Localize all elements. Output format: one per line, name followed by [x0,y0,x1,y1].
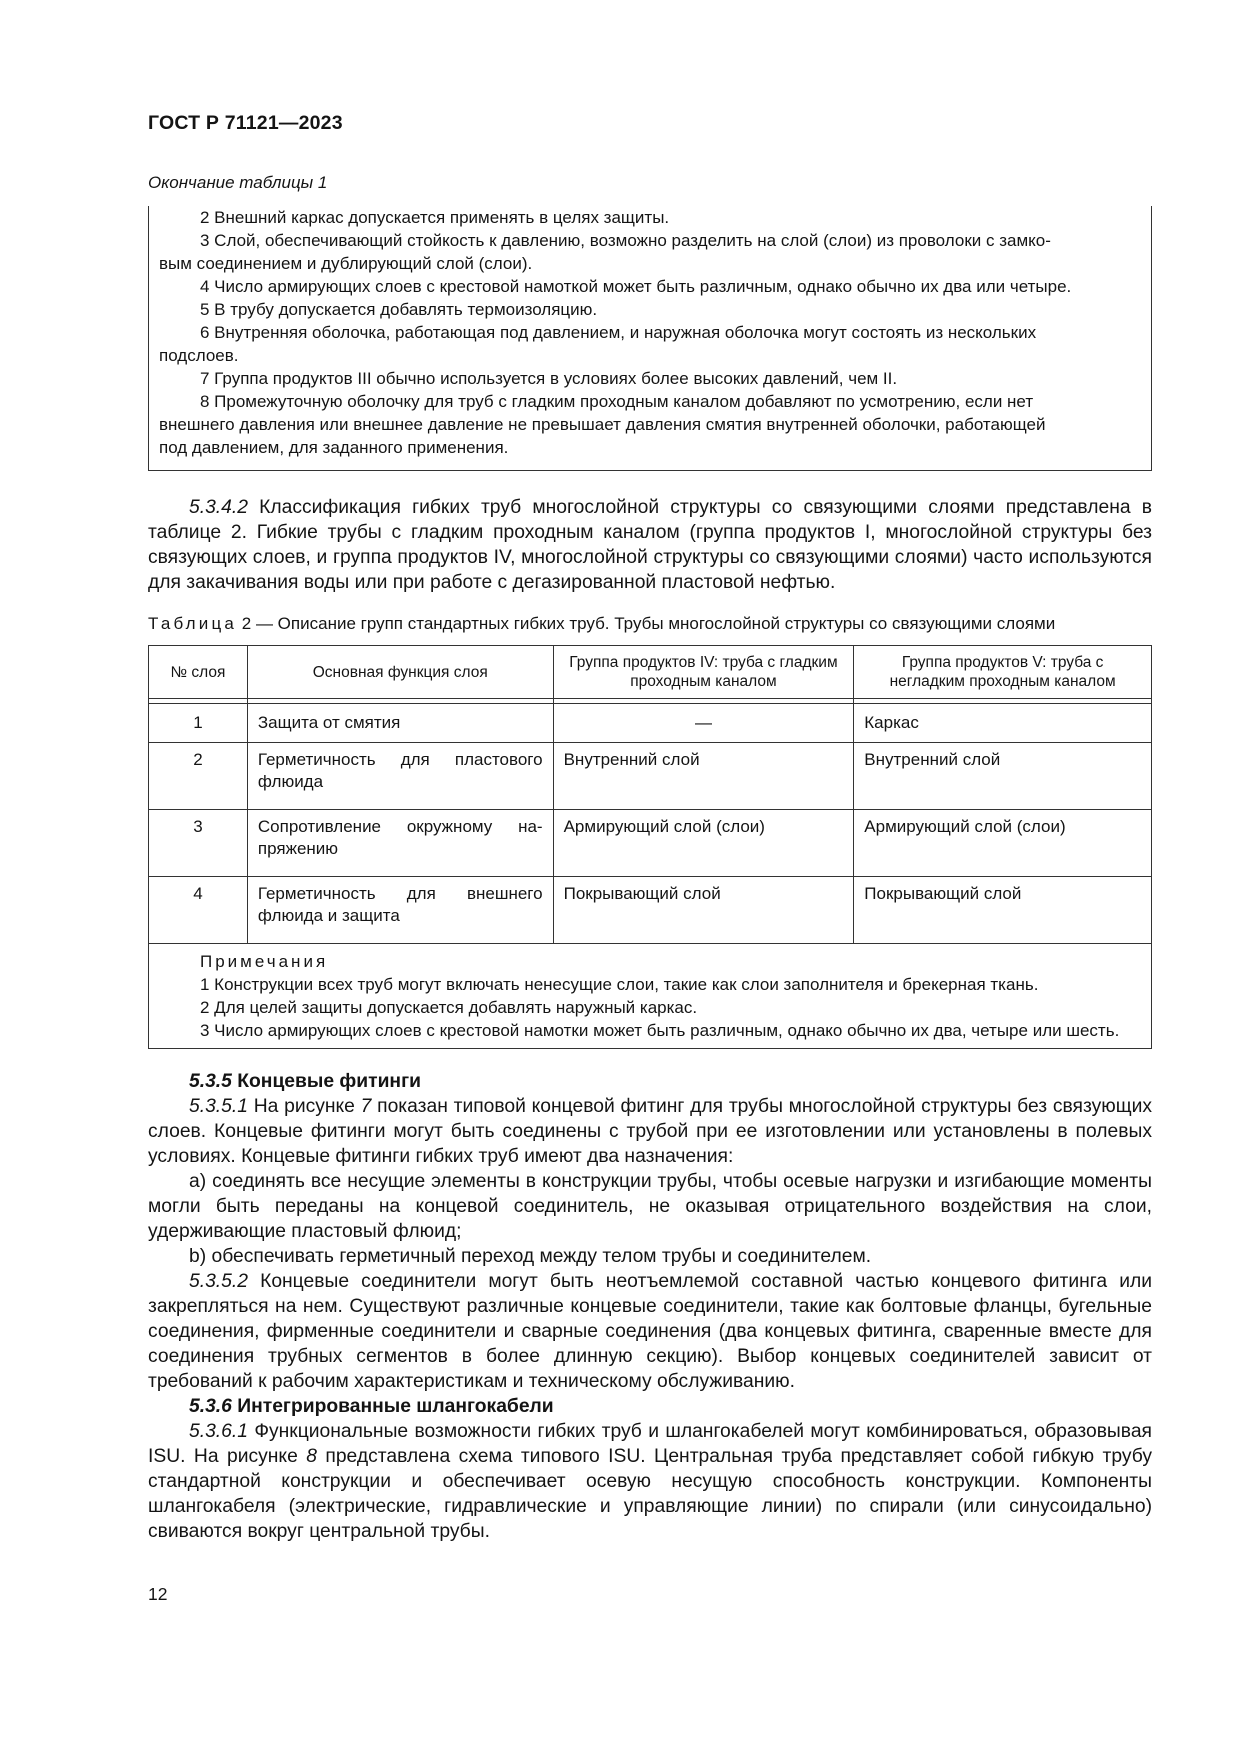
clause-number: 5.3.5.2 [189,1271,248,1292]
table2 [148,645,1152,1049]
notes-title: Примечания [200,952,329,971]
list-item-b: b) обеспечивать герметичный переход между телом трубы и соединителем. [189,1246,872,1267]
clause-number: 5.3.4.2 [189,497,248,518]
table1-note: 3 Слой, обеспечивающий стойкость к давлению, возможно разделить на слой (слои) из проволоки с замко- [200,231,1051,250]
table2-note: 2 Для целей защиты допускается добавлять наружный каркас. [200,998,698,1017]
paragraph-text: На рисунке [247,1096,361,1117]
table1-note: 4 Число армирующих слоев с крестовой намоткой может быть различным, однако обычно их два или четыре. [200,277,1072,296]
paragraph-text: показан типовой концевой фитинг для трубы многослойной структуры без связующих слоев. Концевые фитинги могут быть соединены с трубой при ее изготовлении или установлены в полевых условиях. Концевые фитинги гибких труб имеют два назначения: [148,1096,1152,1167]
table-row [149,704,1152,743]
cell-layer-number: 2 [149,743,248,810]
table1-note: вым соединением и дублирующий слой (слои). [159,254,533,273]
table1-note: 5 В трубу допускается добавлять термоизоляцию. [200,300,598,319]
column-header: Группа продуктов V: труба с негладким проходным каналом [854,646,1152,699]
paragraph-5-3-5-1 [148,1094,1152,1169]
section-title: Интегрированные шлангокабели [231,1396,554,1417]
paragraph-5-3-4-2 [148,495,1152,595]
table1-note: внешнего давления или внешнее давление не превышает давления смятия внутренней оболочки, работающей [159,415,1046,434]
cell-group-v: Покрывающий слой [854,877,1152,944]
cell-group-v: Каркас [854,704,1152,743]
table1-note: 2 Внешний каркас допускается применять в целях защиты. [200,208,670,227]
table-header-row [149,646,1152,699]
clause-number: 5.3.5.1 [189,1096,248,1117]
cell-function: Герметичность для пластового флюида [247,743,553,810]
list-item-a: a) соединять все несущие элементы в конструкции трубы, чтобы осевые нагрузки и изгибающие моменты могли быть переданы на концевой соединитель, не оказывая отрицательного воздействия на слои, удерживающие пластовый флюид; [148,1171,1152,1242]
cell-layer-number: 1 [149,704,248,743]
table1-continuation-label: Окончание таблицы 1 [148,173,328,192]
standard-header: ГОСТ Р 71121—2023 [148,112,343,134]
cell-group-iv: Внутренний слой [553,743,854,810]
section-5-3-5-and-5-3-6 [148,1069,1152,1544]
column-header: № слоя [149,646,248,699]
table2-caption [148,614,1055,634]
paragraph-text: представлена схема типового ISU. Центральная труба представляет собой гибкую трубу стандартной конструкции и обеспечивает осевую несущую способность конструкции. Компоненты шлангокабеля (электрические, гидравлические и управляющие линии) по спирали (или синусоидально) свиваются вокруг центральной трубы. [148,1446,1152,1542]
table2-note: 3 Число армирующих слоев с крестовой намотки может быть различным, однако обычно их два, четыре или шесть. [200,1021,1120,1040]
table1-note: 8 Промежуточную оболочку для труб с гладким проходным каналом добавляют по усмотрению, если нет [200,392,1034,411]
clause-number: 5.3.6.1 [189,1421,248,1442]
cell-group-iv: Покрывающий слой [553,877,854,944]
cell-function: Герметичность для внешнего флюида и защита [247,877,553,944]
clause-number: 5.3.5 [189,1071,232,1092]
table-row [149,810,1152,877]
table2-note: 1 Конструкции всех труб могут включать ненесущие слои, такие как слои заполнителя и брекерная ткань. [200,975,1039,994]
table-row [149,743,1152,810]
section-title: Концевые фитинги [231,1071,421,1092]
table-row [149,877,1152,944]
table1-note: под давлением, для заданного применения. [159,438,509,457]
table2-notes [149,944,1152,1049]
figure-reference: 7 [360,1096,372,1117]
table-caption-word: Таблица [148,614,238,633]
clause-number: 5.3.6 [189,1396,232,1417]
paragraph-text: Концевые соединители могут быть неотъемлемой составной частью концевого фитинга или закрепляться на нем. Существуют различные концевые соединители, такие как болтовые фланцы, бугельные соединения, фирменные соединители и сварные соединения (два концевых фитинга, сваренные вместе для соединения трубных сегментов в более длинную секцию). Выбор концевых соединителей зависит от требований к рабочим характеристикам и техническому обслуживанию. [148,1271,1152,1392]
table1-note: 6 Внутренняя оболочка, работающая под давлением, и наружная оболочка могут состоять из нескольких [200,323,1037,342]
table1-note: подслоев. [159,346,239,365]
cell-group-iv: — [553,704,854,743]
table-caption-text: 2 — Описание групп стандартных гибких труб. Трубы многослойной структуры со связующими слоями [237,614,1056,633]
paragraph-5-3-6-1 [148,1419,1152,1544]
column-header: Основная функция слоя [247,646,553,699]
cell-layer-number: 4 [149,877,248,944]
cell-group-iv: Армирующий слой (слои) [553,810,854,877]
cell-group-v: Внутренний слой [854,743,1152,810]
cell-function: Защита от смятия [247,704,553,743]
cell-group-v: Армирующий слой (слои) [854,810,1152,877]
cell-function: Сопротивление окружному на-пряжению [247,810,553,877]
section-heading-5-3-6 [148,1394,1152,1419]
paragraph-text: Классификация гибких труб многослойной структуры со связующими слоями представлена в таблице 2. Гибкие трубы с гладким проходным каналом (группа продуктов I, многослойной структуры без связующих слоев, и группа продуктов IV, многослойной структуры со связующими слоями) часто используются для закачивания воды или при работе с дегазированной пластовой нефтью. [148,497,1152,593]
paragraph-5-3-5-2 [148,1269,1152,1394]
figure-reference: 8 [306,1446,317,1467]
page-number: 12 [148,1584,168,1604]
table-notes-row [149,944,1152,1049]
cell-layer-number: 3 [149,810,248,877]
column-header: Группа продуктов IV: труба с гладким проходным каналом [553,646,854,699]
section-heading-5-3-5 [148,1069,1152,1094]
paragraph-text: Функциональные возможности гибких труб и шлангокабелей могут комбинироваться, образовывая ISU. На рисунке [148,1421,1152,1467]
table1-note: 7 Группа продуктов III обычно используется в условиях более высоких давлений, чем II. [200,369,898,388]
table1-notes-box [148,206,1152,471]
